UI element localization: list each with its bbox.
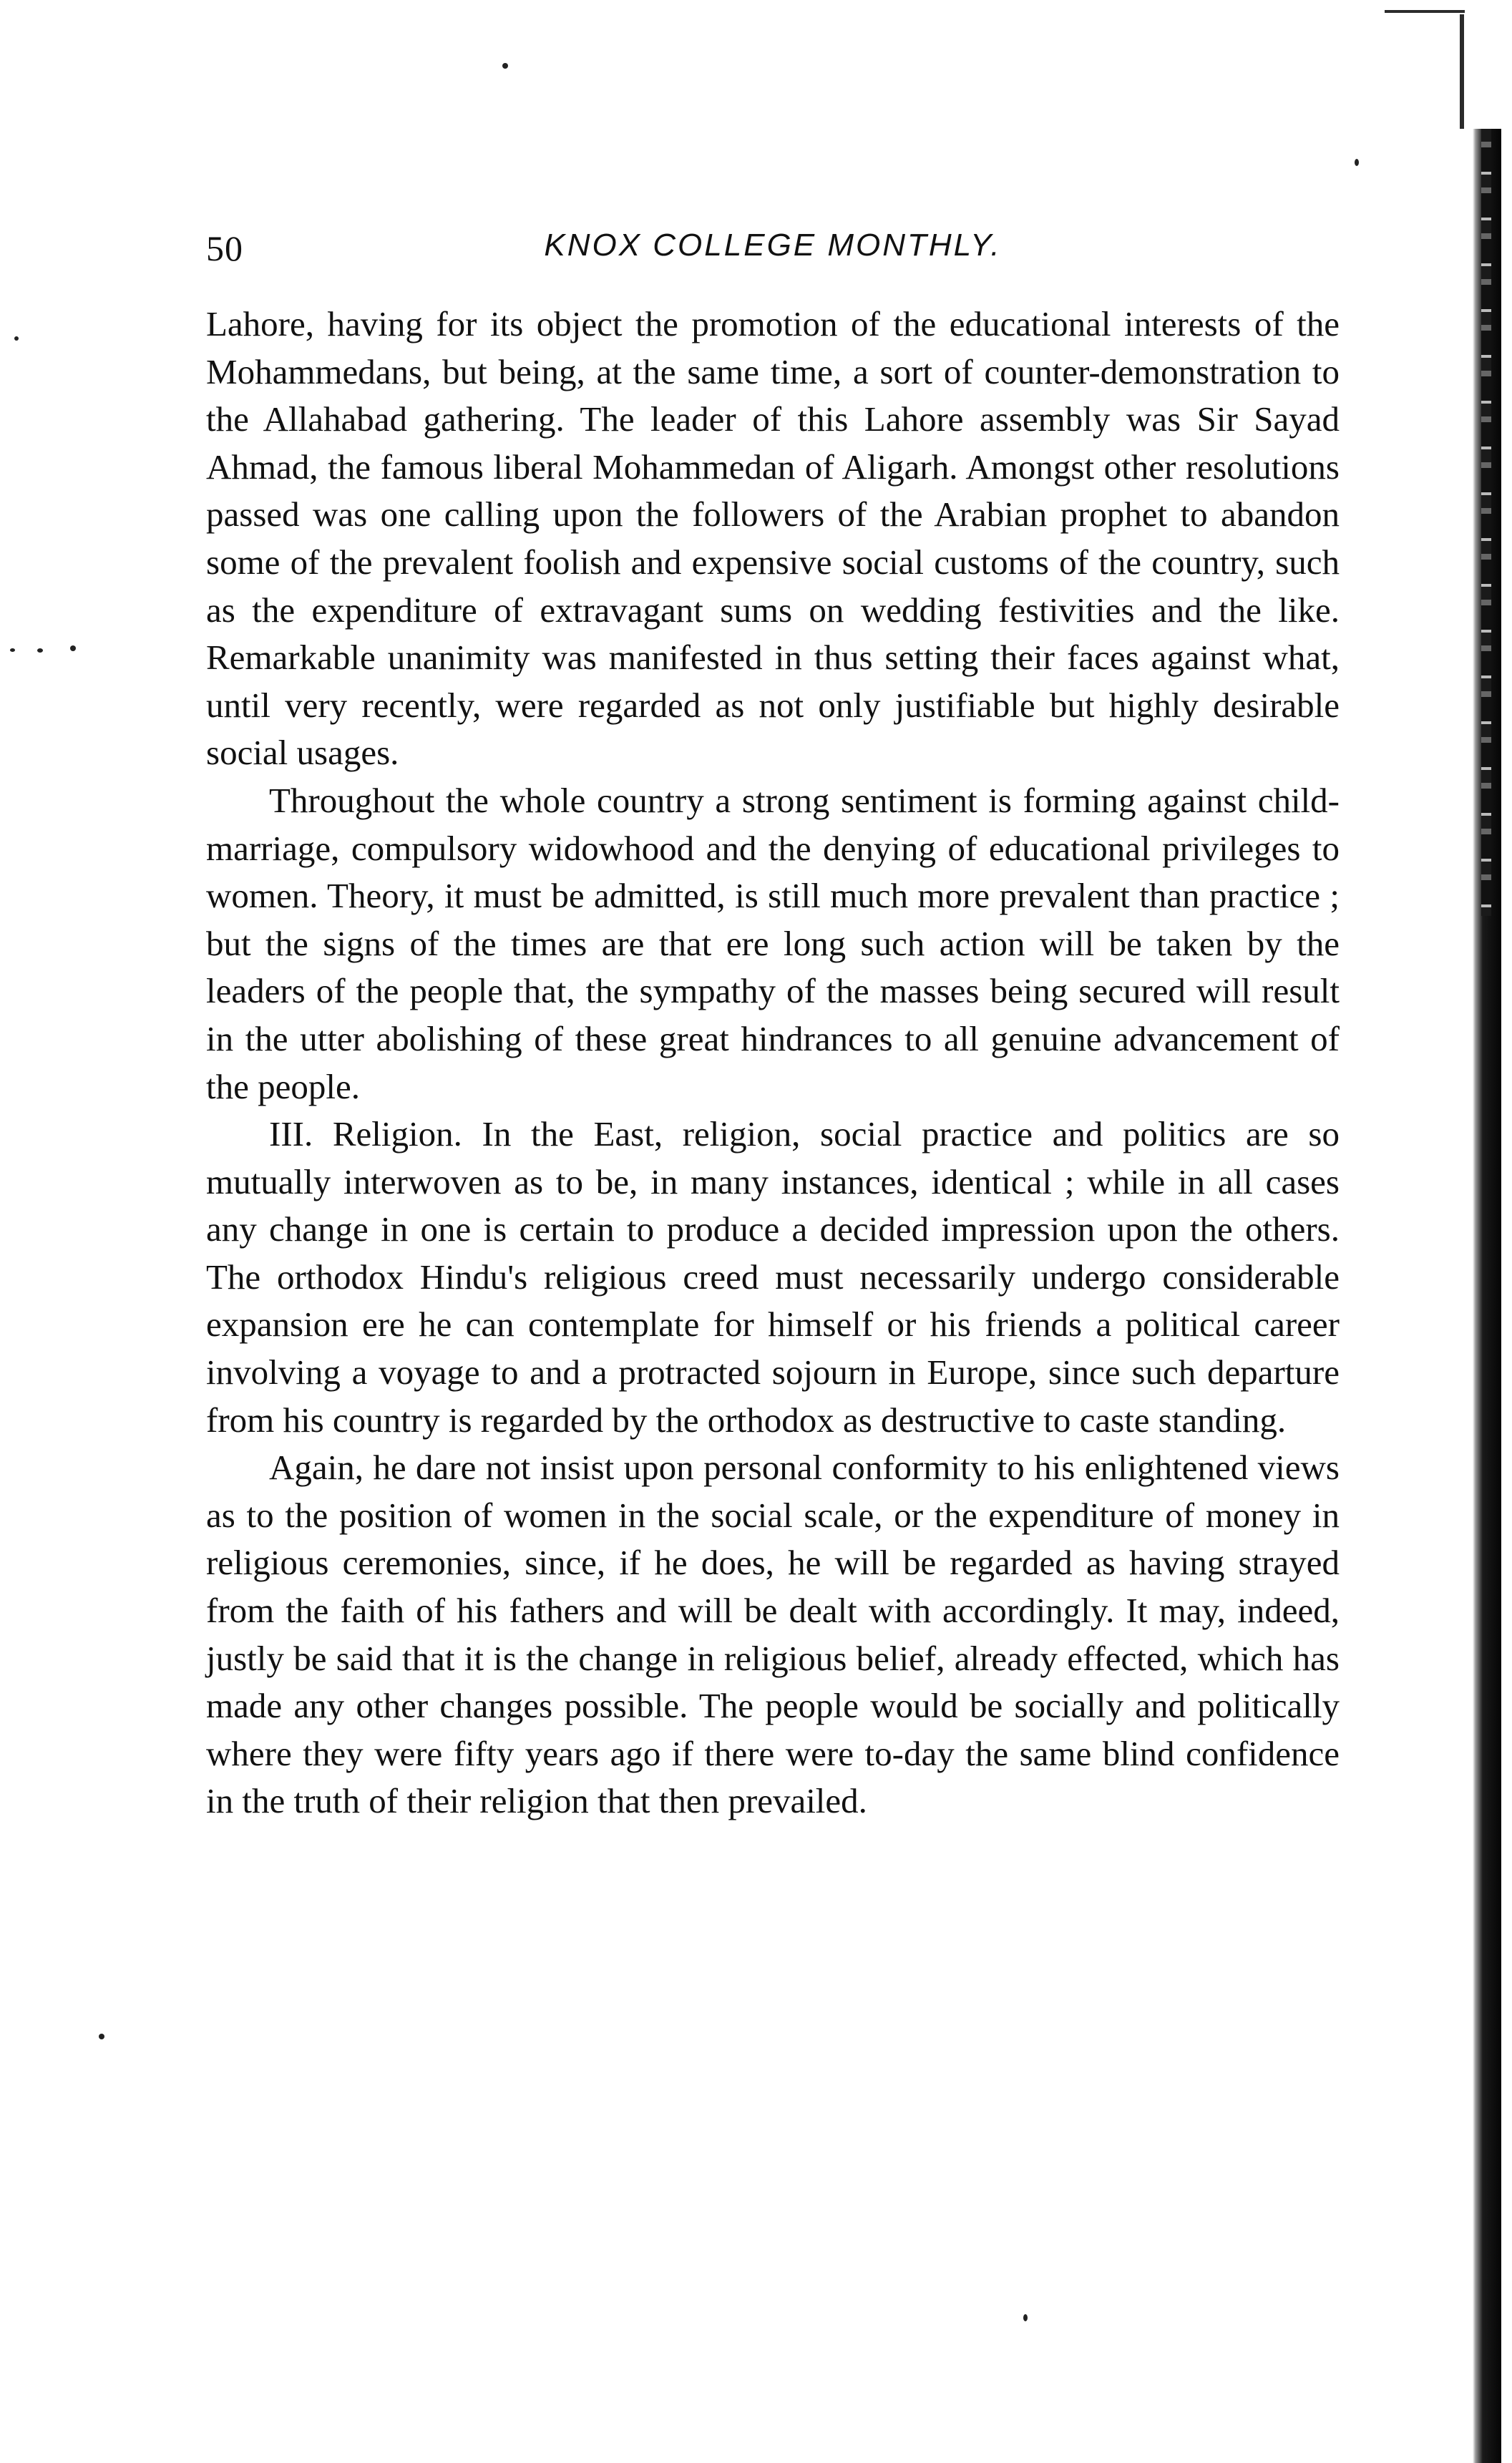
scan-speck	[502, 63, 508, 69]
article-body	[206, 301, 1340, 1825]
running-head-title: KNOX COLLEGE MONTHLY.	[544, 228, 1002, 263]
paragraph: Again, he dare not insist upon personal conformity to his enlightened views as to the position of women in the social scale, or the expenditure of money in religious ceremonies, since, if he does, he will be regarded as having strayed from the faith of his fathers and will be dealt with accordingly. It may, indeed, justly be said that it is the change in religious belief, already effected, which has made any other changes possible. The people would be socially and politically where they were fifty years ago if there were to-day the same blind confidence in the truth of their religion that then prevailed.	[206, 1448, 1340, 1821]
page-number: 50	[206, 228, 243, 268]
scan-speck	[10, 648, 15, 652]
page-header	[206, 228, 1340, 278]
page-binding-texture	[1481, 129, 1491, 916]
page-edge-top-mark	[1385, 10, 1465, 13]
scan-speck	[70, 645, 76, 651]
paragraph: Throughout the whole country a strong sentiment is forming against child-marriage, compulsory widowhood and the denying of educational privileges to women. Theory, it must be admitted, is still much more prevalent than practice ; but the signs of the times are that ere long such action will be taken by the leaders of the people that, the sympathy of the masses being secured will result in the utter abolishing of these great hindrances to all genuine advancement of the people.	[206, 780, 1340, 1106]
page-edge-corner-mark	[1460, 14, 1464, 129]
scan-speck	[1355, 159, 1359, 166]
scan-speck	[1023, 2314, 1028, 2321]
scan-speck	[14, 336, 19, 341]
scan-speck	[99, 2034, 104, 2039]
scan-speck	[37, 648, 43, 653]
paragraph-continued: Lahore, having for its object the promotion of the educational interests of the Mohammedans, but being, at the same time, a sort of counter-demonstration to the Allahabad gathering. The leader of this Lahore assembly was Sir Sayad Ahmad, the famous liberal Mohammedan of Aligarh. Amongst other resolutions passed was one calling upon the followers of the Arabian prophet to abandon some of the prevalent foolish and expensive social customs of the country, such as the expenditure of extravagant sums on wedding festivities and the like. Remarkable unanimity was manifested in thus setting their faces against what, until very recently, were regarded as not only justifiable but highly desirable social usages.	[206, 304, 1340, 773]
paragraph-religion-section: III. Religion. In the East, religion, social practice and politics are so mutually interwoven as to be, in many instances, identical ; while in all cases any change in one is certain to produce a decided impression upon the others. The orthodox Hindu's religious creed must necessarily undergo considerable expansion ere he can contemplate for himself or his friends a political career involving a voyage to and a protracted sojourn in Europe, since such departure from his country is regarded by the orthodox as destructive to caste standing.	[206, 1114, 1340, 1440]
